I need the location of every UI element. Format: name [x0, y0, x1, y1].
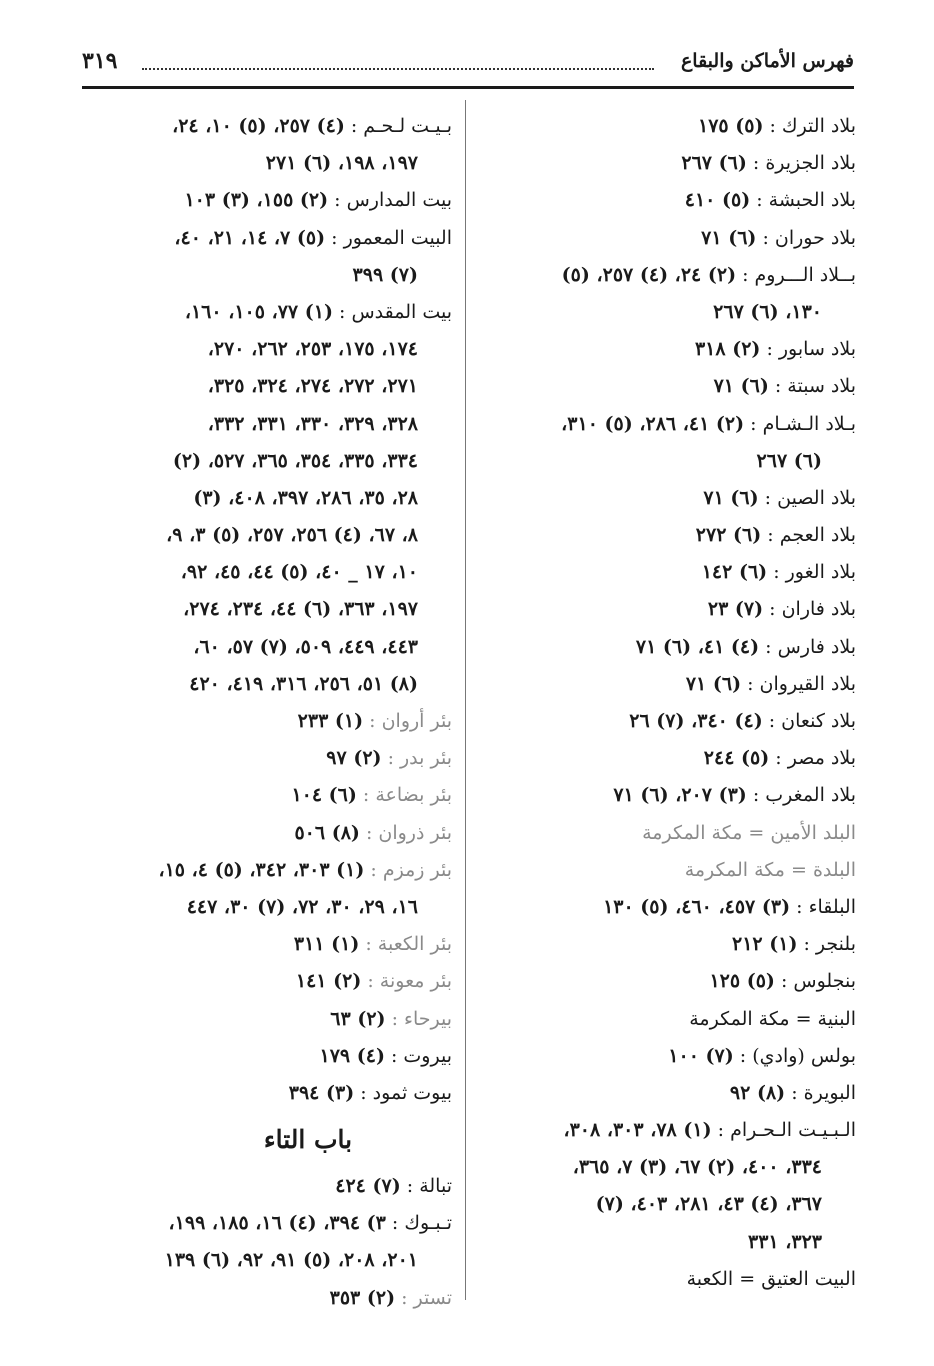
- entry-place-name: البيت العتيق = الكعبة: [686, 1267, 856, 1290]
- entry-place-name: بئر بضاعة :: [356, 784, 452, 807]
- entry-page-refs: (٦) ٧١: [685, 672, 742, 695]
- index-entry: [476, 257, 856, 294]
- entry-place-name: الـبـيـت الـحـرام :: [711, 1119, 856, 1142]
- entry-page-refs: (٤) ١٧٩: [319, 1044, 385, 1067]
- index-column-right: [476, 108, 856, 1308]
- entry-place-name: بلاد كنعان :: [762, 710, 856, 732]
- index-entry-continuation: [476, 1186, 856, 1223]
- index-entry: [74, 1038, 452, 1075]
- index-entry: [476, 889, 856, 926]
- entry-page-refs: (٨) ٩٢: [729, 1081, 786, 1104]
- entry-place-name: البنية = مكة المكرمة: [689, 1007, 856, 1030]
- entry-page-refs: (٦) ٧١: [701, 226, 757, 249]
- entry-place-name: تبالة :: [400, 1175, 452, 1198]
- entry-place-name: بلاد الترك :: [763, 115, 856, 137]
- index-entry-continuation: [74, 406, 452, 443]
- entry-page-refs: (٦) ٢٦٧: [756, 449, 822, 472]
- entry-place-name: بـيـت لـحـم :: [344, 115, 452, 137]
- entry-page-refs: (٣) ٤٥٧، ٤٦٠، (٥) ١٣٠: [603, 895, 791, 918]
- entry-place-name: بلنجر :: [797, 933, 856, 956]
- entry-place-name: بيرحاء :: [385, 1007, 452, 1030]
- entry-page-refs: (١) ٣١١: [293, 933, 360, 956]
- index-entry: [74, 108, 452, 145]
- entry-page-refs: (٥) ٤١٠: [684, 189, 751, 212]
- index-entry-continuation: [476, 1149, 856, 1186]
- entry-page-refs: ٣٢٨، ٣٢٩، ٣٣٠، ٣٣١، ٣٣٢،: [207, 412, 418, 435]
- entry-place-name: بئر بدر :: [381, 747, 452, 770]
- index-entry: [476, 1038, 856, 1075]
- index-entry: [476, 406, 856, 443]
- entry-place-name: بنجلوس :: [774, 970, 856, 993]
- entry-page-refs: (٦) ١٠٤: [291, 784, 357, 807]
- entry-page-refs: ٢٠١، ٢٠٨، (٥) ٩١، ٩٢، (٦) ١٣٩: [164, 1249, 418, 1272]
- entry-page-refs: ٣٣٤، ٣٣٥، ٣٥٤، ٣٦٥، ٥٢٧، (٢): [172, 449, 418, 472]
- entry-place-name: بلاد حوران :: [756, 226, 856, 249]
- entry-page-refs: (١) ٣٠٣، ٣٤٢، (٥) ٤، ١٥،: [158, 858, 365, 881]
- index-entry-continuation: [74, 554, 452, 591]
- entry-place-name: البويرة :: [785, 1081, 856, 1104]
- index-entry: [476, 740, 856, 777]
- entry-place-name: بلاد الصين :: [758, 486, 856, 509]
- entry-page-refs: (٥) ١٧٥: [697, 115, 764, 137]
- index-entry: [74, 926, 452, 963]
- index-entry: [476, 926, 856, 963]
- entry-page-refs: (٦) ٧١: [703, 486, 759, 509]
- index-column-left: [74, 108, 452, 1308]
- entry-place-name: بئر الكعبة :: [359, 933, 452, 956]
- entry-page-refs: (٦) ١٤٢: [701, 561, 768, 584]
- entry-place-name: بلاد الغور :: [767, 561, 856, 584]
- index-entry: [476, 1112, 856, 1149]
- header-leader-dots: [142, 68, 654, 70]
- entry-page-refs: ١٩٧، ١٩٨، (٦) ٢٧١: [265, 152, 418, 175]
- index-entry: [74, 182, 452, 219]
- entry-page-refs: (٧) ٢٣: [707, 598, 764, 621]
- entry-place-name: بــلاد الـــروم :: [736, 263, 856, 286]
- entry-page-refs: (١) ٧٨، ٣٠٣، ٣٠٨،: [563, 1119, 712, 1142]
- index-entry: [476, 815, 856, 852]
- entry-place-name: بيوت ثمود :: [354, 1081, 452, 1104]
- index-entry: [476, 145, 856, 182]
- index-entry: [74, 1075, 452, 1112]
- index-entry: [476, 591, 856, 628]
- entry-page-refs: (٢) ١٤١: [295, 970, 362, 993]
- entry-page-refs: (٥) ٢٤٤: [703, 747, 770, 770]
- index-entry: [74, 740, 452, 777]
- index-entry-continuation: [74, 666, 452, 703]
- index-entry: [476, 666, 856, 703]
- index-entry-continuation: [476, 443, 856, 480]
- entry-page-refs: ٣٣٤، ٤٠٠، (٢) ٦٧، (٣) ٧، ٣٦٥،: [572, 1156, 822, 1179]
- entry-place-name: بلاد الجزيرة :: [746, 152, 856, 175]
- entry-place-name: بيت المقدس :: [332, 300, 452, 323]
- entry-page-refs: (١) ٧٧، ١٠٥، ١٦٠،: [184, 300, 333, 323]
- index-entry: [476, 108, 856, 145]
- entry-place-name: بولس (وادي) :: [733, 1044, 856, 1067]
- entry-page-refs: (٣) ٣٩٤: [288, 1081, 355, 1104]
- index-entry-continuation: [74, 629, 452, 666]
- index-entry: [476, 629, 856, 666]
- index-entry-continuation: [74, 517, 452, 554]
- entry-page-refs: (٧) ٤٢٤: [335, 1175, 401, 1198]
- index-entry: [74, 703, 452, 740]
- index-entry-continuation: [476, 1224, 856, 1261]
- entry-page-refs: ١٧٤، ١٧٥، ٢٥٣، ٢٦٢، ٢٧٠،: [207, 338, 418, 361]
- entry-place-name: بـلاد الـشـام :: [744, 412, 856, 435]
- index-entry: [476, 220, 856, 257]
- entry-place-name: بئر زمزم :: [364, 858, 452, 881]
- entry-place-name: بلاد فاران :: [763, 598, 856, 621]
- index-entry-continuation: [74, 145, 452, 182]
- entry-page-refs: (٥) ٧، ١٤، ٢١، ٤٠،: [174, 226, 326, 249]
- index-entry-continuation: [476, 294, 856, 331]
- entry-place-name: البلدة = مكة المكرمة: [684, 858, 856, 881]
- page-number: ٣١٩: [82, 48, 118, 74]
- entry-page-refs: (٤) ٤١، (٦) ٧١: [635, 635, 760, 658]
- index-entry-continuation: [74, 480, 452, 517]
- index-entry: [74, 1205, 452, 1242]
- entry-page-refs: ١٩٧، ٣٦٣، (٦) ٤٤، ٢٣٤، ٢٧٤،: [183, 598, 418, 621]
- index-entry: [476, 517, 856, 554]
- index-entry-continuation: [74, 368, 452, 405]
- entry-place-name: بلاد فارس :: [759, 635, 856, 658]
- index-entry-continuation: [74, 257, 452, 294]
- entry-page-refs: (٨) ٥١، ٢٥٦، ٣١٦، ٤١٩، ٤٢٠: [189, 672, 418, 695]
- index-entry: [476, 852, 856, 889]
- entry-page-refs: (٦) ٢٦٧: [681, 152, 747, 175]
- entry-page-refs: ١٦، ٢٩، ٣٠، ٧٢، (٧) ٣٠، ٤٤٧: [186, 895, 418, 918]
- entry-page-refs: (٨) ٥٠٦: [294, 821, 360, 844]
- index-entry: [476, 368, 856, 405]
- index-entry: [476, 1075, 856, 1112]
- entry-place-name: بلاد مصر :: [769, 747, 856, 770]
- section-heading: باب التاء: [263, 1125, 353, 1155]
- entry-page-refs: (١) ٢١٢: [732, 933, 798, 956]
- column-divider: [465, 100, 466, 1300]
- entry-place-name: بلاد العجم :: [761, 524, 856, 547]
- entry-page-refs: (٧) ١٠٠: [668, 1044, 734, 1067]
- entry-page-refs: ٢٨، ٣٥، ٢٨٦، ٣٩٧، ٤٠٨، (٣): [193, 486, 418, 509]
- index-entry-continuation: [74, 443, 452, 480]
- entry-page-refs: (٢) ٤١، ٢٨٦، (٥) ٣١٠،: [561, 412, 745, 435]
- entry-page-refs: (٤) ٢٥٧، (٥) ١٠، ٢٤،: [172, 115, 345, 137]
- index-entry-continuation: [74, 591, 452, 628]
- index-entry: [476, 1001, 856, 1038]
- entry-page-refs: ٤٤٣، ٤٤٩، ٥٠٩، (٧) ٥٧، ٦٠،: [193, 635, 418, 658]
- entry-place-name: بئر معونة :: [361, 970, 452, 993]
- index-entry-continuation: [74, 331, 452, 368]
- entry-page-refs: ٨، ٦٧، (٤) ٢٥٦، ٢٥٧، (٥) ٣، ٩،: [166, 524, 418, 547]
- index-entry: [476, 554, 856, 591]
- index-entry: [74, 1168, 452, 1205]
- entry-page-refs: ٢٧١، ٢٧٢، ٢٧٤، ٣٢٤، ٣٢٥،: [207, 375, 418, 398]
- entry-place-name: بلاد القيروان :: [741, 672, 856, 695]
- index-entry: [74, 852, 452, 889]
- index-entry: [74, 777, 452, 814]
- index-entry: [476, 182, 856, 219]
- entry-place-name: بلاد الحبشة :: [750, 189, 856, 212]
- entry-place-name: بئر ذروان :: [359, 821, 452, 844]
- index-entry: [476, 777, 856, 814]
- index-entry: [476, 1261, 856, 1298]
- index-entry: [74, 1280, 452, 1317]
- index-entry: [476, 703, 856, 740]
- entry-place-name: بئر أروان :: [363, 710, 452, 732]
- entry-place-name: بلاد سابور :: [760, 338, 856, 361]
- index-entry: [476, 331, 856, 368]
- entry-place-name: البيت المعمور :: [325, 226, 452, 249]
- entry-place-name: بيت المدارس :: [328, 189, 452, 212]
- entry-place-name: تستر :: [395, 1286, 452, 1309]
- index-entry: [74, 815, 452, 852]
- entry-page-refs: ١٣٠، (٦) ٢٦٧: [713, 300, 822, 323]
- entry-page-refs: (١) ٢٣٣: [297, 710, 364, 732]
- index-entry-continuation: [74, 1242, 452, 1279]
- entry-page-refs: (٤) ٣٤٠، (٧) ٢٦: [629, 710, 763, 732]
- entry-page-refs: (٢) ٦٣: [330, 1007, 386, 1030]
- entry-page-refs: (٢) ٩٧: [326, 747, 382, 770]
- index-entry: [74, 1001, 452, 1038]
- entry-page-refs: (٦) ٢٧٢: [695, 524, 762, 547]
- index-entry: [476, 963, 856, 1000]
- entry-page-refs: (٧) ٣٩٩: [352, 263, 418, 286]
- entry-page-refs: (٢) ١٥٥، (٣) ١٠٣: [184, 189, 329, 212]
- entry-place-name: تـبـوك :: [385, 1212, 452, 1235]
- index-entry: [74, 294, 452, 331]
- index-entry: [476, 480, 856, 517]
- entry-page-refs: (٣) ٢٠٧، (٦) ٧١: [613, 784, 747, 807]
- entry-page-refs: (٢) ٣٥٣: [329, 1286, 396, 1309]
- index-entry-continuation: [74, 889, 452, 926]
- entry-place-name: بيروت :: [384, 1044, 452, 1067]
- entry-page-refs: (٢) ٢٤، (٤) ٢٥٧، (٥): [561, 263, 737, 286]
- entry-page-refs: (٥) ١٢٥: [709, 970, 775, 993]
- index-entry: [74, 963, 452, 1000]
- entry-place-name: البلقاء :: [790, 895, 856, 918]
- entry-page-refs: ٣٦٧، (٤) ٤٣، ٢٨١، ٤٠٣، (٧): [595, 1193, 822, 1216]
- entry-page-refs: ٣) ٣٩٤، (٤) ١٦، ١٨٥، ١٩٩،: [168, 1212, 386, 1235]
- entry-place-name: البلد الأمين = مكة المكرمة: [642, 821, 856, 844]
- entry-page-refs: (٢) ٣١٨: [694, 338, 761, 361]
- index-entry: [74, 220, 452, 257]
- entry-place-name: بلاد المغرب :: [746, 784, 856, 807]
- running-title: فهرس الأماكن والبقاع: [680, 50, 854, 72]
- entry-page-refs: ١٠، ١٧ _ ٤٠، (٥) ٤٤، ٤٥، ٩٢،: [180, 561, 418, 584]
- entry-page-refs: (٦) ٧١: [713, 375, 769, 398]
- entry-place-name: بلاد سبتة :: [768, 375, 856, 398]
- page-header: [82, 44, 854, 86]
- entry-page-refs: ٣٢٣، ٣٣١: [748, 1230, 822, 1253]
- header-rule: [82, 86, 854, 89]
